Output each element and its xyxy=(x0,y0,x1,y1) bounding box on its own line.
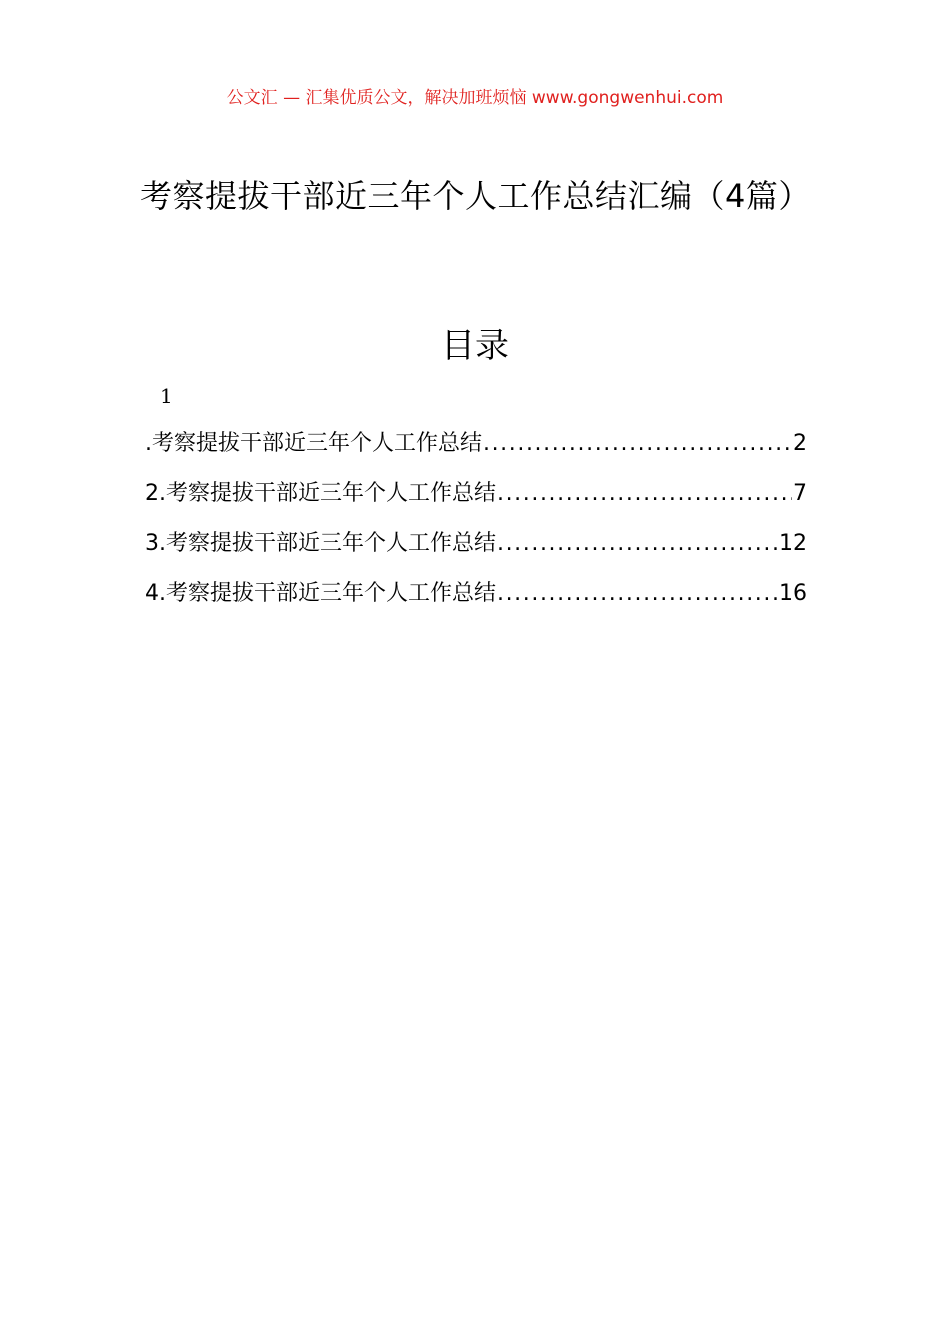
toc-page-number: 7 xyxy=(793,481,807,506)
toc-heading: 目录 xyxy=(441,326,509,366)
toc-entry-label: .考察提拔干部近三年个人工作总结 xyxy=(145,431,482,456)
toc-entry-label: 4.考察提拔干部近三年个人工作总结 xyxy=(145,581,496,606)
site-banner: 公文汇 — 汇集优质公文，解决加班烦恼 www.gongwenhui.com xyxy=(226,88,724,108)
toc-page-number: 16 xyxy=(779,581,807,606)
toc-dot-leader xyxy=(497,574,778,614)
toc-page-number: 2 xyxy=(793,431,807,456)
table-of-contents xyxy=(145,424,807,624)
toc-entry[interactable] xyxy=(145,574,807,624)
toc-entry[interactable] xyxy=(145,474,807,524)
toc-page-number: 12 xyxy=(779,531,807,556)
toc-dot-leader xyxy=(497,474,792,514)
toc-entry[interactable] xyxy=(145,424,807,474)
toc-entry-label: 3.考察提拔干部近三年个人工作总结 xyxy=(145,531,496,556)
toc-dot-leader xyxy=(497,524,778,564)
list-number: 1 xyxy=(160,384,173,408)
toc-entry-label: 2.考察提拔干部近三年个人工作总结 xyxy=(145,481,496,506)
toc-entry[interactable] xyxy=(145,524,807,574)
toc-dot-leader xyxy=(483,424,792,464)
document-title: 考察提拔干部近三年个人工作总结汇编（4篇） xyxy=(140,177,811,215)
